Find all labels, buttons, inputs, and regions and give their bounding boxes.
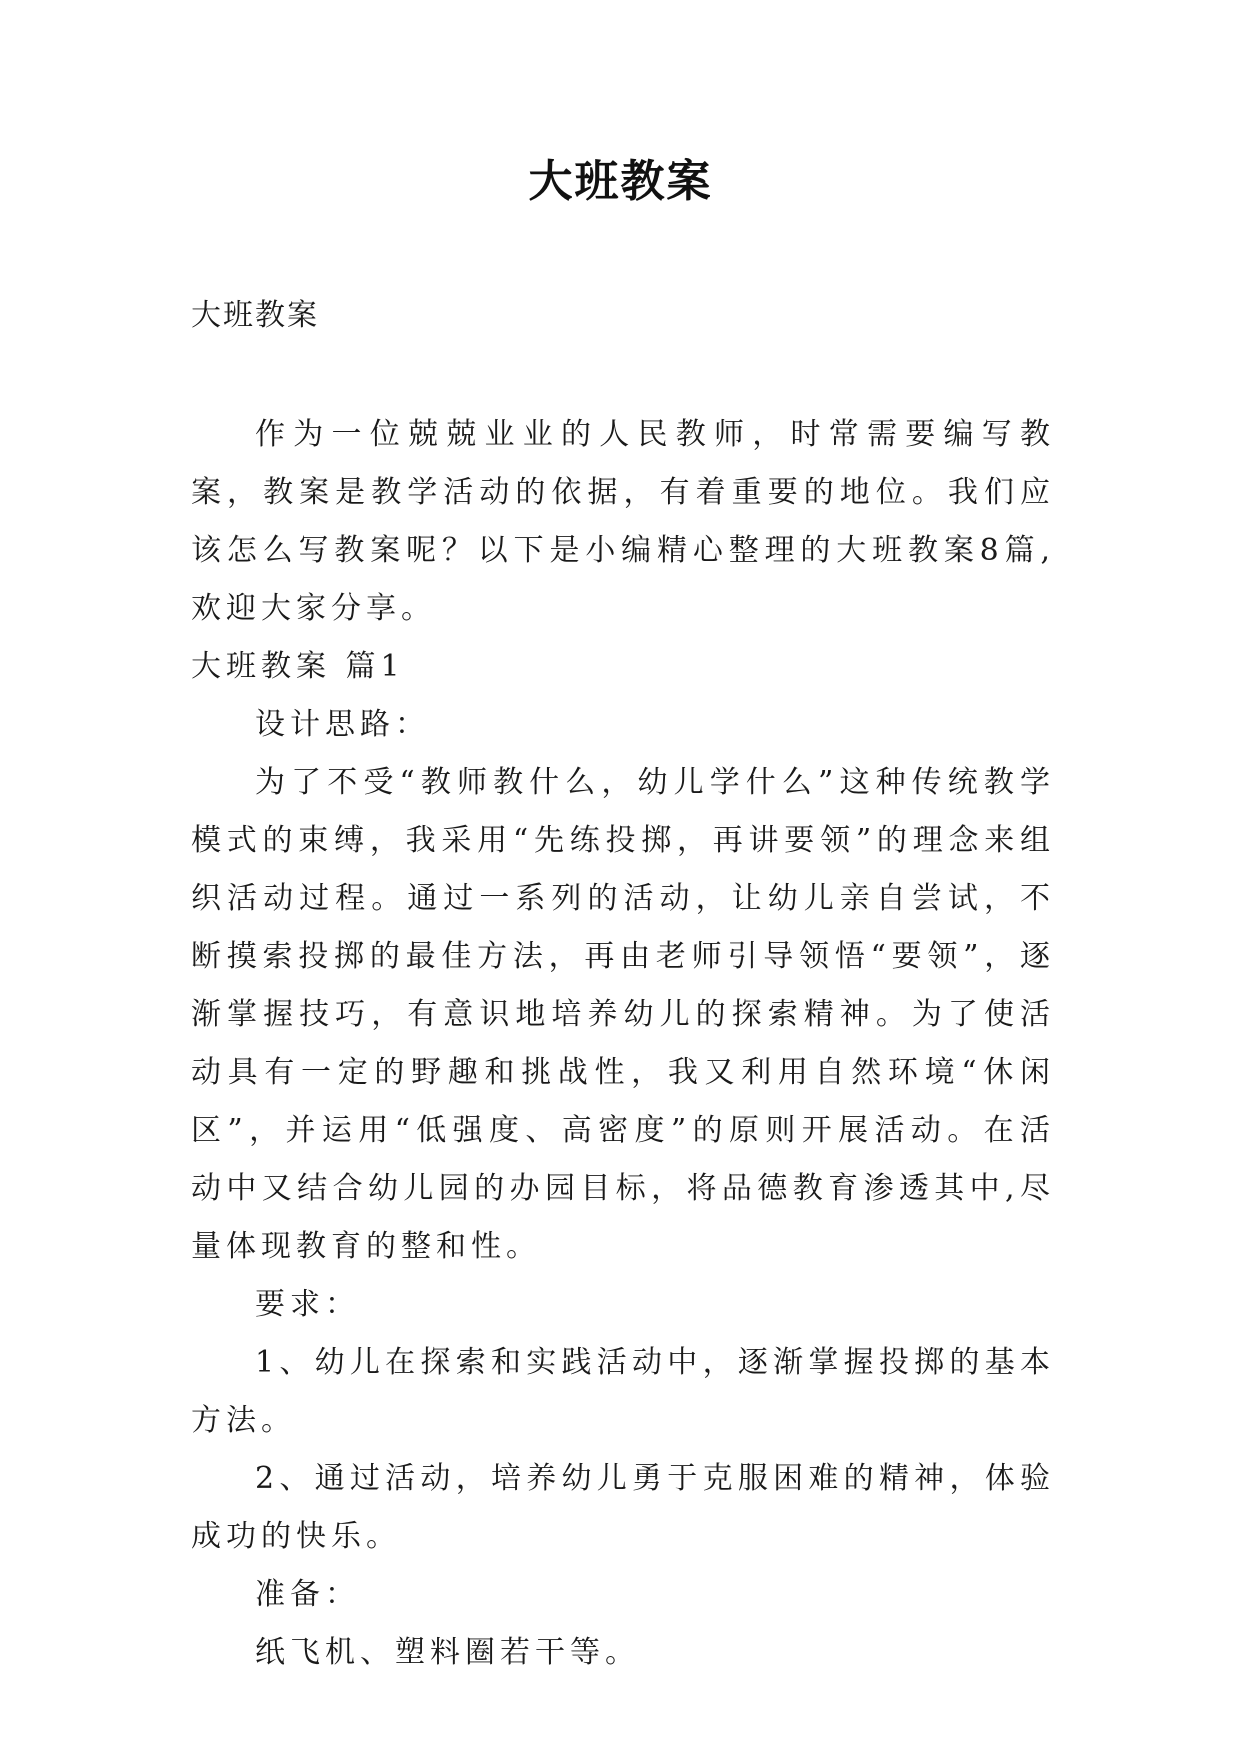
design-idea-paragraph: 为了不受“教师教什么，幼儿学什么”这种传统教学模式的束缚，我采用“先练投掷，再讲要领”的理念来组织活动过程。通过一系列的活动，让幼儿亲自尝试，不断摸索投掷的最佳方法，再由老师引导领悟“要领”，逐渐掌握技巧，有意识地培养幼儿的探索精神。为了使活动具有一定的野趣和挑战性，我又利用自然环境“休闲区”，并运用“低强度、高密度”的原则开展活动。在活动中又结合幼儿园的办园目标，将品德教育渗透其中,尽量体现教育的整和性。: [191, 765, 1055, 1264]
requirement-item-2: 2、通过活动，培养幼儿勇于克服困难的精神，体验成功的快乐。: [191, 1461, 1055, 1554]
preparation-paragraph: 纸飞机、塑料圈若干等。: [255, 1635, 640, 1670]
document-subtitle: 大班教案: [191, 298, 319, 333]
section-heading: 大班教案 篇1: [191, 649, 405, 684]
requirements-label: 要求：: [255, 1287, 360, 1322]
preparation-label: 准备：: [255, 1577, 360, 1612]
intro-paragraph: 作为一位兢兢业业的人民教师，时常需要编写教案，教案是教学活动的依据，有着重要的地位。我们应该怎么写教案呢？以下是小编精心整理的大班教案8篇,欢迎大家分享。: [191, 417, 1055, 626]
document-body: [191, 406, 1055, 1682]
requirement-item-1: 1、幼儿在探索和实践活动中，逐渐掌握投掷的基本方法。: [191, 1345, 1055, 1438]
document-title: 大班教案: [528, 156, 713, 207]
design-idea-label: 设计思路：: [255, 707, 430, 742]
